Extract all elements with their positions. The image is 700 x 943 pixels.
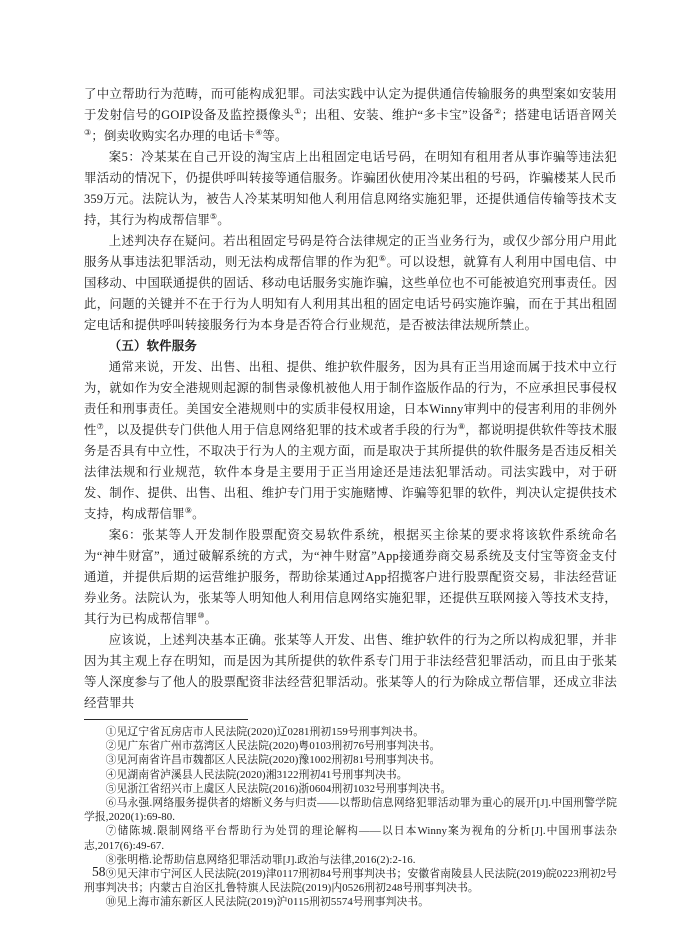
footnote-6: ⑥马永强.网络服务提供者的熔断义务与归责——以帮助信息网络犯罪活动罪为重心的展开[J].中国刑警学院学报,2020(1):69-80. (84, 797, 617, 824)
footnote-5: ⑤见浙江省绍兴市上虞区人民法院(2016)浙0604刑初1032号刑事判决书。 (105, 782, 452, 795)
paragraph-case5-comment: 上述判决存在疑问。若出租固定号码是符合法律规定的正当业务行为，或仅少部分用户用此服务从事违法犯罪活动，则无法构成帮信罪的作为犯⑥。可以设想，就算有人利用中国电信、中国移动、中国联通提供的固话、移动电话服务实施诈骗，这些单位也不可能被追究刑事责任。因此，问题的关键并不在于行为人明知有人利用其出租的固定电话号码实施诈骗，而在于其出租固定电话和提供呼叫转接服务行为本身是否符合行业规范，是否被法律法规所禁止。 (84, 234, 617, 332)
footnote-9: ⑨见天津市宁河区人民法院(2019)津0117刑初84号刑事判决书；安徽省南陵县人民法院(2019)皖0223刑初2号刑事判决书；内蒙古自治区扎鲁特旗人民法院(2019)内0526刑初248号刑事判决书。 (84, 868, 617, 895)
footnote-7: ⑦储陈城.限制网络平台帮助行为处罚的理论解构——以日本Winny案为视角的分析[J].中国刑事法杂志,2017(6):49-67. (84, 825, 617, 852)
footnote-4: ④见湖南省泸溪县人民法院(2020)湘3122刑初41号刑事判决书。 (105, 768, 408, 781)
footnote-8: ⑧张明楷.论帮助信息网络犯罪活动罪[J].政治与法律,2016(2):2-16. (105, 853, 416, 866)
paragraph-case6-comment: 应该说，上述判决基本正确。张某等人开发、出售、维护软件的行为之所以构成犯罪，并非因为其主观上存在明知，而是因为其所提供的软件系专门用于非法经营犯罪活动，而且由于张某等人深度参与了他人的股票配资非法经营犯罪活动。张某等人的行为除成立帮信罪，还成立非法经营罪共 (84, 633, 617, 710)
paragraph-software-neutrality: 通常来说，开发、出售、出租、提供、维护软件服务，因为具有正当用途而属于技术中立行为，就如作为安全港规则起源的制售录像机被他人用于制作盗版作品的行为，不应承担民事侵权责任和刑事责任。美国安全港规则中的实质非侵权用途，日本Winny审判中的侵害利用的非例外性⑦，以及提供专门供他人用于信息网络犯罪的技术或者手段的行为⑧，都说明提供软件等技术服务是否具有中立性，不取决于行为人的主观方面，而是取决于其所提供的软件服务是否违反相关法律法规和行业规范，软件本身是主要用于正当用途还是违法犯罪活动。司法实践中，对于研发、制作、提供、出售、出租、维护专门用于实施赌博、诈骗等犯罪的软件，判决认定提供技术支持，构成帮信罪⑨。 (84, 360, 617, 521)
footnotes (84, 725, 617, 910)
paragraph-continuation: 了中立帮助行为范畴，而可能构成犯罪。司法实践中认定为提供通信传输服务的典型案如安装用于发射信号的GOIP设备及监控摄像头①；出租、安装、维护“多卡宝”设备②；搭建电话语音网关③；倒卖收购实名办理的电话卡④等。 (84, 87, 618, 143)
footnote-3: ③见河南省许昌市魏都区人民法院(2020)豫1002刑初81号刑事判决书。 (105, 754, 441, 767)
footnote-10: ⑩见上海市浦东新区人民法院(2019)沪0115刑初5574号刑事判决书。 (105, 896, 430, 909)
body-text (84, 84, 617, 714)
page-number: 58 (92, 864, 106, 879)
section-heading-software-services: （五）软件服务 (108, 339, 197, 353)
footnote-separator-rule (84, 719, 248, 720)
paragraph-case5: 案5：冷某某在自己开设的淘宝店上出租固定电话号码，在明知有租用者从事诈骗等违法犯罪活动的情况下，仍提供呼叫转接等通信服务。诈骗团伙使用冷某出租的号码，诈骗楼某人民币359万元。法院认为，被告人冷某某明知他人利用信息网络实施犯罪，还提供通信传输等技术支持，其行为构成帮信罪⑤。 (84, 150, 617, 227)
paragraph-case6: 案6：张某等人开发制作股票配资交易软件系统，根据买主徐某的要求将该软件系统命名为“神牛财富”，通过破解系统的方式，为“神牛财富”App接通券商交易系统及支付宝等资金支付通道，并提供后期的运营维护服务，帮助徐某通过App招揽客户进行股票配资交易，非法经营证券业务。法院认为，张某等人明知他人利用信息网络实施犯罪，还提供互联网接入等技术支持，其行为已构成帮信罪⑩。 (84, 528, 617, 626)
footnote-2: ②见广东省广州市荔湾区人民法院(2020)粤0103刑初76号刑事判决书。 (105, 740, 441, 753)
footnote-1: ①见辽宁省瓦房店市人民法院(2020)辽0281刑初159号刑事判决书。 (105, 726, 425, 738)
page-content (84, 84, 617, 910)
